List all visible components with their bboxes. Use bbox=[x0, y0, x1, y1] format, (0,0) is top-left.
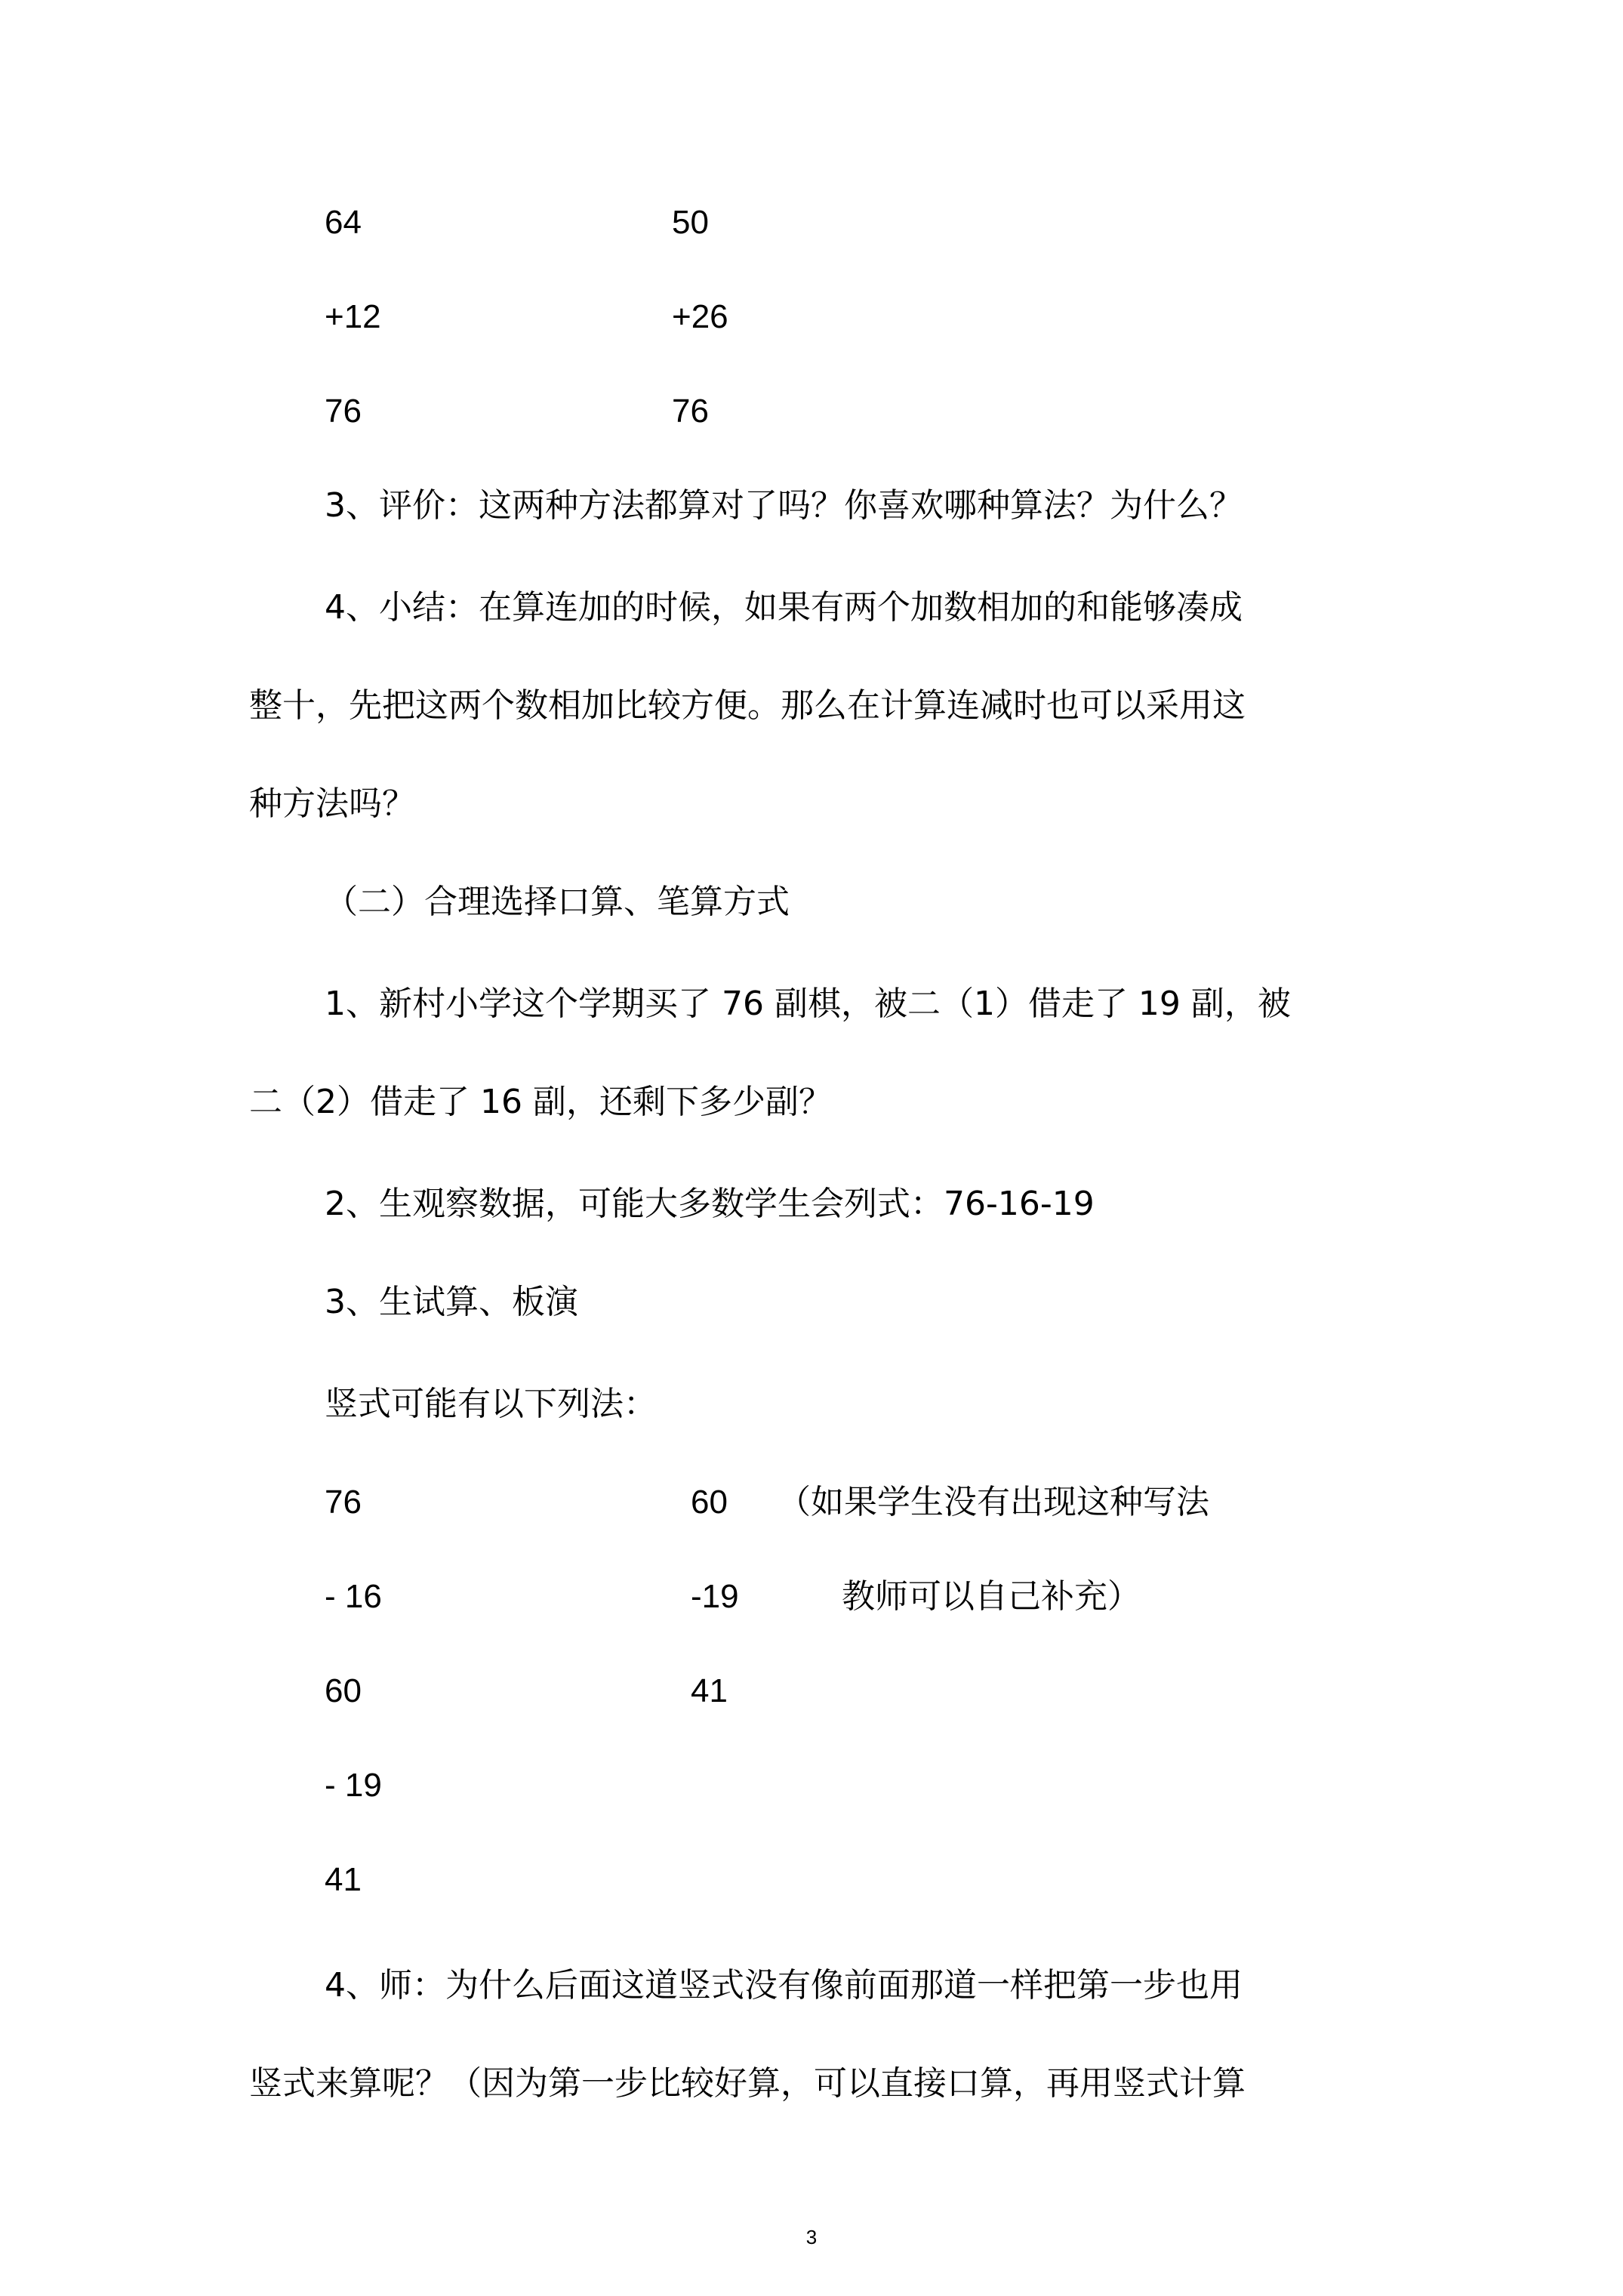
calc2-col1-line4: - 19 bbox=[325, 1767, 382, 1804]
calc2-col1-line5: 41 bbox=[325, 1861, 362, 1898]
vertical-intro: 竖式可能有以下列法： bbox=[325, 1385, 657, 1423]
calc1-col2-line1: 50 bbox=[672, 204, 709, 241]
calc2-col2-line2: -19 bbox=[691, 1578, 739, 1615]
teacher-line-2: 竖式来算呢？（因为第一步比较好算，可以直接口算，再用竖式计算 bbox=[249, 2064, 1246, 2103]
summary-line-2: 整十，先把这两个数相加比较方便。那么在计算连减时也可以采用这 bbox=[249, 686, 1246, 725]
calc1-col1-line1: 64 bbox=[325, 204, 362, 241]
calc2-col1-line2: - 16 bbox=[325, 1578, 382, 1615]
calc2-col2-line3: 41 bbox=[691, 1672, 728, 1709]
calc1-col2-line3: 76 bbox=[672, 393, 709, 430]
problem-line-1: 1、新村小学这个学期买了 76 副棋，被二（1）借走了 19 副，被 bbox=[325, 985, 1291, 1023]
teacher-line-1: 4、师：为什么后面这道竖式没有像前面那道一样把第一步也用 bbox=[325, 1966, 1243, 2005]
calc2-note-line1: （如果学生没有出现这种写法 bbox=[778, 1483, 1209, 1521]
summary-line-3: 种方法吗？ bbox=[249, 784, 415, 823]
page-number: 3 bbox=[805, 2226, 818, 2248]
calc2-col2-line1: 60 bbox=[691, 1484, 728, 1521]
calc2-note-line2: 教师可以自己补充） bbox=[842, 1577, 1141, 1616]
calc2-col1-line1: 76 bbox=[325, 1484, 362, 1521]
evaluation-paragraph: 3、评价：这两种方法都算对了吗？你喜欢哪种算法？为什么？ bbox=[325, 486, 1243, 525]
summary-line-1: 4、小结：在算连加的时候，如果有两个加数相加的和能够凑成 bbox=[325, 588, 1243, 627]
calc1-col2-line2: +26 bbox=[672, 298, 728, 335]
trial-paragraph: 3、生试算、板演 bbox=[325, 1283, 578, 1321]
observe-paragraph: 2、生观察数据，可能大多数学生会列式：76-16-19 bbox=[325, 1185, 1095, 1223]
calc1-col1-line3: 76 bbox=[325, 393, 362, 430]
calc1-col1-line2: +12 bbox=[325, 298, 381, 335]
problem-line-2: 二（2）借走了 16 副，还剩下多少副？ bbox=[249, 1083, 832, 1121]
section-heading: （二）合理选择口算、笔算方式 bbox=[325, 883, 790, 921]
calc2-col1-line3: 60 bbox=[325, 1672, 362, 1709]
